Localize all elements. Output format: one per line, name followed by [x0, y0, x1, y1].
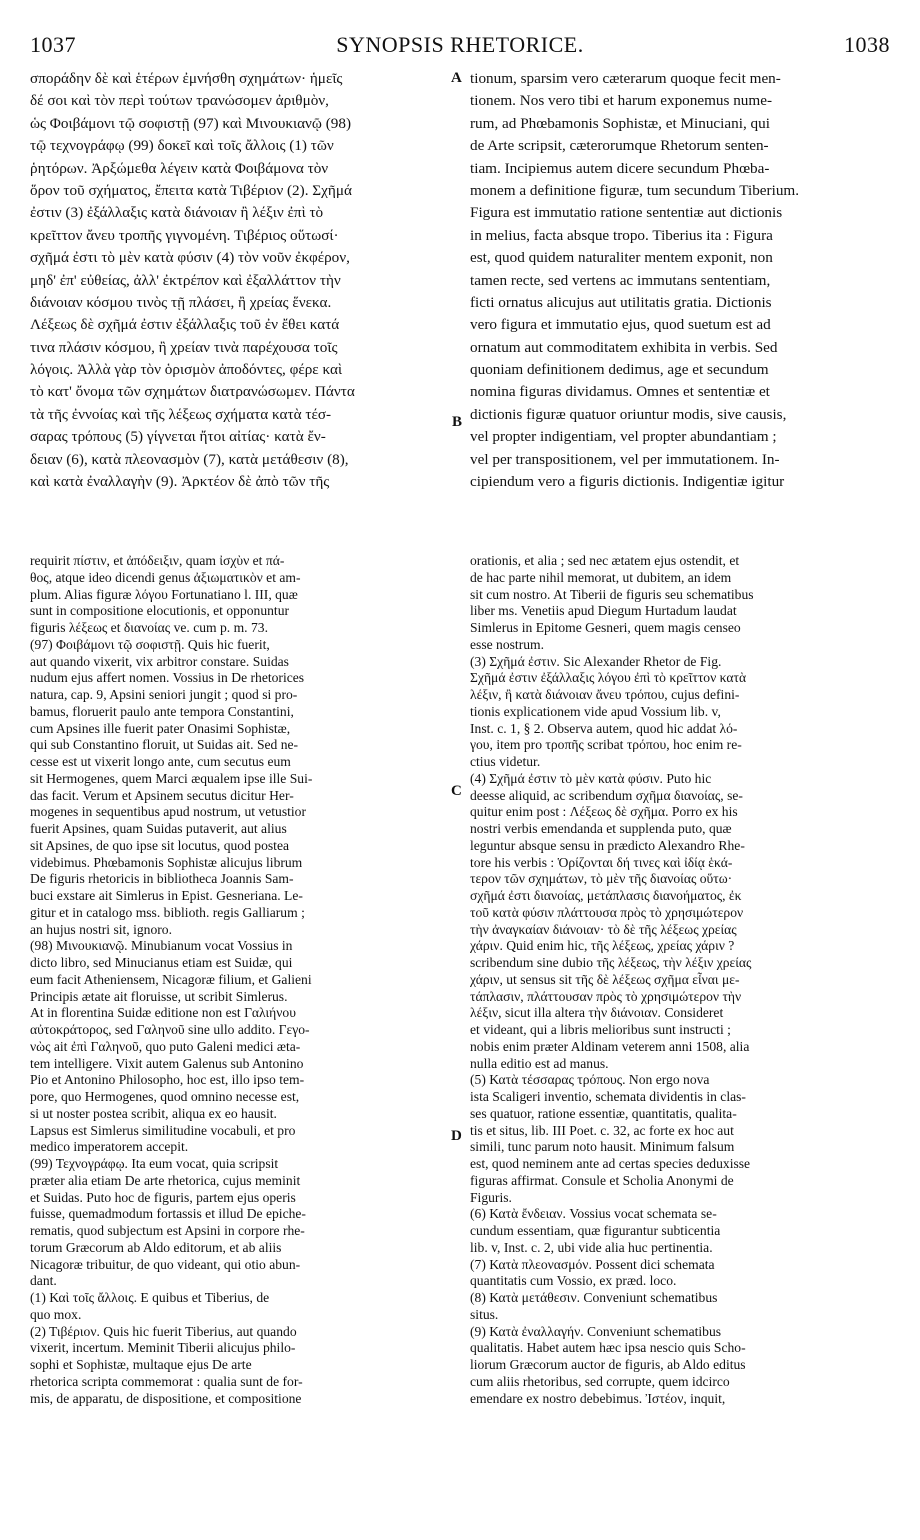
page-header [30, 32, 890, 58]
text-line: (2) Τιβέριον. Quis hic fuerit Tiberius, aut quando [30, 1323, 297, 1339]
text-line: mis, de apparatu, de dispositione, et compositione [30, 1390, 302, 1406]
text-line: μηδ' ἐπ' εὐθείας, ἀλλ' ἐκτρέπον καὶ ἐξαλλάττον τὴν [30, 271, 341, 289]
text-line: tis et situs, lib. III Poet. c. 32, ac forte ex hoc aut [470, 1122, 734, 1138]
latin-main-text [470, 68, 890, 493]
text-line: τάπλασιν, πλάττουσαν πρὸς τὸ χρησιμώτερον τὴν [470, 988, 742, 1004]
text-line: tem intelligere. Vixit autem Galenus sub Antonino [30, 1055, 304, 1071]
text-line: (7) Κατὰ πλεονασμόν. Possent dici schemata [470, 1256, 715, 1272]
text-line: plum. Alias figuræ λόγου Fortunatiano l. III, quæ [30, 586, 298, 602]
text-line: ὡς Φοιβάμονι τῷ σοφιστῇ (97) καὶ Μινουκιανῷ (98) [30, 114, 352, 132]
text-line: nulla editio est ad manus. [470, 1055, 609, 1071]
text-line: Σχῆμά ἐστιν ἐξάλλαξις λόγου ἐπὶ τὸ κρεῖττον κατὰ [470, 670, 747, 686]
text-line: fuisse, quemadmodum fortassis et illud De epiche- [30, 1206, 306, 1222]
text-line: Principis ætate ait floruisse, ut scribit Simlerus. [30, 988, 288, 1004]
running-title: SYNOPSIS RHETORICE. [336, 32, 584, 57]
text-line: simili, tunc parum noto hausit. Minimum falsum [470, 1139, 735, 1155]
text-line: nostri verbis emendanda et supplenda puto, quæ [470, 821, 732, 836]
text-line: cum Apsines ille fuerit pater Onasimi Sophistæ, [30, 720, 291, 736]
text-line: si ut noster postea scribit, aliqua ex eo hausit. [30, 1105, 277, 1121]
text-line: Inst. c. 1, § 2. Observa autem, quod hic addat λό- [470, 720, 738, 736]
text-line: cum aliis rhetoribus, sed corrupte, quem idcirco [470, 1373, 730, 1389]
text-line: (8) Κατὰ μετάθεσιν. Conveniunt schematibus [470, 1290, 718, 1305]
text-line: De figuris rhetoricis in bibliotheca Joannis Sam- [30, 871, 294, 887]
text-line: quantitatis cum Vossio, ex præd. loco. [470, 1273, 677, 1289]
text-line: δέ σοι καὶ τὸν περὶ τούτων τρανώσομεν ἀριθμὸν, [30, 92, 329, 110]
text-line: χάριν, ut sensus sit τῆς δὲ λέξεως σχῆμα εἶναι με- [470, 971, 740, 987]
text-line: τερον τῶν σχημάτων, τὸ μὲν τῆς διανοίας οὕτω· [470, 871, 733, 887]
text-line: (4) Σχῆμά ἐστιν τὸ μὲν κατὰ φύσιν. Puto hic [470, 770, 712, 786]
text-line: est, quod neminem ante ad certas species deduxisse [470, 1156, 751, 1171]
text-line: aut quando vixerit, vix arbitror constare. Suidas [30, 653, 289, 669]
text-line: pore, quo Hermogenes, quod omnino necesse est, [30, 1089, 300, 1104]
text-line: καὶ κατὰ ἐναλλαγὴν (9). Ἀρκτέον δὲ ἀπὸ τῶν τῆς [30, 473, 330, 491]
text-line: emendare ex nostro debebimus. Ἰστέον, inquit, [470, 1390, 726, 1406]
text-line: δειαν (6), κατὰ πλεονασμὸν (7), κατὰ μετάθεσιν (8), [30, 450, 349, 468]
text-line: sit Hermogenes, quem Marci æqualem ipse ille Sui- [30, 770, 313, 786]
margin-letter-a: A [451, 70, 462, 86]
page-number-left: 1037 [30, 32, 76, 57]
text-line: vel per transpositionem, vel per immutationem. In- [470, 450, 780, 468]
text-line: an hujus nostri sit, ignoro. [30, 921, 172, 937]
text-line: esse nostrum. [470, 636, 545, 652]
footnotes-right-column [470, 553, 890, 1407]
text-line: (98) Μινουκιανῷ. Minubianum vocat Vossius in [30, 938, 293, 954]
text-line: scribendum sine dubio τῆς λέξεως, τὴν λέξιν χρείας [470, 955, 752, 970]
greek-main-text [30, 68, 448, 493]
text-line: ῥητόρων. Ἀρξώμεθα λέγειν κατὰ Φοιβάμονα τὸν [30, 159, 329, 177]
text-line: sit Apsines, de quo ipse sit locutus, quod postea [30, 837, 290, 853]
text-line: ctius videtur. [470, 754, 541, 769]
text-line: τῷ τεχνογράφῳ (99) δοκεῖ καὶ τοῖς ἄλλοις (1) τῶν [30, 137, 334, 155]
text-line: dictionis figuræ quatuor oriuntur modis, sive causis, [470, 405, 787, 423]
text-line: lib. v, Inst. c. 2, ubi vide alia huc pertinentia. [470, 1239, 713, 1255]
text-line: τὸ κατ' ὄνομα τῶν σχημάτων διατρανώσωμεν. Πάντα [30, 383, 355, 401]
text-line: γου, item pro τροπῆς scribat τρόπου, hoc enim re- [470, 737, 742, 753]
text-line: Pio et Antonino Philosopho, hoc est, illo ipso tem- [30, 1072, 305, 1088]
text-line: bamus, floruerit paulo ante tempora Constantini, [30, 703, 294, 719]
text-line: τοῦ κατὰ φύσιν πλάττουσα πρὸς τὸ χρησιμώτερον [470, 904, 744, 920]
text-line: de Arte scripsit, cæterorumque Rhetorum senten- [470, 137, 769, 155]
text-line: λόγοις. Ἀλλὰ γὰρ τὸν ὁρισμὸν ἀποδόντες, φέρε καὶ [30, 361, 343, 379]
text-line: αὐτοκράτορος, sed Γαληνοῦ sine ullo addito. Γεγο- [30, 1022, 310, 1037]
text-line: nomina figuras dividamus. Omnes et sententiæ et [470, 383, 770, 401]
text-line: das facit. Verum et Apsinem secutus dicitur Her- [30, 787, 294, 803]
text-line: deesse aliquid, ac scribendum σχῆμα διανοίας, se- [470, 787, 743, 803]
text-line: quitur enim post : Λέξεως δὲ σχῆμα. Porro ex his [470, 804, 738, 820]
text-line: figuras affirmat. Consule et Scholia Anonymi de [470, 1172, 734, 1188]
text-line: præter alia etiam De arte rhetorica, cujus meminit [30, 1172, 301, 1188]
text-line: λέξιν, sicut illa altera τὴν διάνοιαν. Consideret [470, 1005, 724, 1021]
text-line: σαρας τρόπους (5) γίγνεται ἤτοι αἰτίας· κατὰ ἔν- [30, 428, 326, 446]
text-line: tore his verbis : Ὁρίζονται δή τινες καὶ ἰδίᾳ ἑκά- [470, 854, 733, 870]
text-line: τὰ τῆς ἐννοίας καὶ τῆς λέξεως σχήματα κατὰ τέσ- [30, 405, 332, 423]
text-line: in melius, facta absque tropo. Tiberius ita : Figura [470, 226, 773, 244]
margin-letter-b: B [452, 414, 463, 430]
text-line: quo mox. [30, 1306, 82, 1322]
text-line: ista Scaligeri inventio, schemata dividentis in clas- [470, 1089, 746, 1104]
text-line: orationis, et alia ; sed nec ætatem ejus ostendit, et [470, 553, 740, 568]
text-line: rhetorica scripta commemorat : qualia sunt de for- [30, 1373, 303, 1389]
text-line: ὅρον τοῦ σχήματος, ἔπειτα κατὰ Τιβέριον (2). Σχῆμά [30, 181, 352, 199]
text-line: σχῆμά ἐστι διανοίας, μετάπλασις διανοήματος, ἐκ [470, 888, 742, 903]
text-line: Λέξεως δὲ σχῆμά ἐστιν ἐξάλλαξις τοῦ ἐν ἔθει κατά [30, 316, 340, 334]
text-line: gitur et in catalogo mss. biblioth. regis Galliarum ; [30, 904, 305, 920]
text-line: διάνοιαν κόσμου τινὸς τῇ πλάσει, ἢ χρείας ἕνεκα. [30, 293, 332, 311]
text-line: requirit πίστιν, et ἀπόδειξιν, quam ἰσχὺν et πά- [30, 553, 285, 568]
text-line: (97) Φοιβάμονι τῷ σοφιστῇ. Quis hic fuerit, [30, 636, 270, 652]
text-line: ornatum aut commoditatem exhibita in verbis. Sed [470, 338, 778, 356]
text-line: ficti ornatus alicujus aut utilitatis gratia. Dictionis [470, 293, 772, 311]
margin-letter-c: C [451, 783, 462, 799]
text-line: sophi et Sophistæ, multaque ejus De arte [30, 1357, 252, 1372]
text-line: (1) Καὶ τοῖς ἄλλοις. E quibus et Tiberius, de [30, 1290, 270, 1305]
text-line: ses quatuor, ratione essentiæ, quantitatis, qualita- [470, 1105, 737, 1121]
text-line: sunt in compositione elocutionis, et opponuntur [30, 603, 290, 619]
text-line: quoniam definitionem dedimus, age et secundum [470, 361, 769, 379]
text-line: situs. [470, 1306, 499, 1322]
text-line: cesse est ut vixerit longo ante, cum secutus eum [30, 754, 291, 769]
text-line: σχῆμά ἐστι τὸ μὲν κατὰ φύσιν (4) τὸν νοῦν ἐκφέρον, [30, 249, 350, 267]
text-line: monem a definitione figuræ, tum secundum Tiberium. [470, 181, 800, 199]
text-line: τὴν ἀναγκαίαν διάνοιαν· τὸ δὲ τῆς λέξεως χρείας [470, 921, 737, 937]
text-line: natura, cap. 9, Apsini seniori jungit ; quod si pro- [30, 687, 298, 702]
text-line: leguntur absque sensu in prædicto Alexandro Rhe- [470, 837, 745, 853]
text-line: dant. [30, 1273, 57, 1289]
margin-letter-d: D [451, 1128, 462, 1144]
text-line: (99) Τεχνογράφῳ. Ita eum vocat, quia scripsit [30, 1156, 279, 1171]
text-line: et videant, qui a libris melioribus sunt instructi ; [470, 1022, 731, 1037]
text-line: buci exstare ait Simlerus in Epist. Gesneriana. Le- [30, 888, 303, 903]
text-line: figuris λέξεως et διανοίας ve. cum p. m. 73. [30, 620, 268, 635]
text-line: medico imperatorem accepit. [30, 1139, 189, 1155]
text-line: qui sub Constantino floruit, ut Suidas ait. Sed ne- [30, 737, 299, 753]
text-line: liorum Græcorum auctor de figuris, ab Aldo editus [470, 1357, 746, 1372]
text-line: Simlerus in Epitome Gesneri, quem magis censeo [470, 620, 741, 635]
text-line: tionis explicationem vide apud Vossium lib. v, [470, 703, 721, 719]
text-line: κρεῖττον ἄνευ τροπῆς γιγνομένη. Τιβέριος οὕτωσί· [30, 226, 339, 244]
footnotes-left-column [30, 553, 448, 1407]
text-line: vel propter indigentiam, vel propter abundantiam ; [470, 428, 777, 446]
text-line: et Suidas. Puto hoc de figuris, partem ejus operis [30, 1189, 296, 1205]
text-line: (9) Κατὰ ἐναλλαγήν. Conveniunt schematibus [470, 1323, 722, 1339]
text-line: cundum essentiam, quæ figurantur subticentia [470, 1223, 721, 1238]
text-line: sit cum nostro. At Tiberii de figuris seu schematibus [470, 586, 754, 602]
text-line: (6) Κατὰ ἔνδειαν. Vossius vocat schemata se- [470, 1206, 717, 1222]
text-line: Figura est immutatio ratione sententiæ aut dictionis [470, 204, 783, 222]
text-line: At in florentina Suidæ editione non est Γαλιήνου [30, 1005, 296, 1021]
text-line: Lapsus est Simlerus similitudine vocabuli, et pro [30, 1122, 296, 1138]
text-line: Figuris. [470, 1189, 512, 1205]
text-line: λέξιν, ἢ κατὰ διάνοιαν ἄνευ τρόπου, cujus defini- [470, 687, 740, 702]
text-line: nobis enim præter Aldinam veterem anni 1508, alia [470, 1038, 750, 1054]
text-line: τινα πλάσιν κόσμου, ἢ χρείαν τινὰ παρέχουσα τοῖς [30, 338, 338, 356]
text-line: liber ms. Venetiis apud Diegum Hurtadum laudat [470, 603, 737, 619]
text-line: de hac parte nihil memorat, ut dubitem, an idem [470, 569, 732, 585]
text-line: ἐστιν (3) ἐξάλλαξις κατὰ διάνοιαν ἢ λέξιν ἐπὶ τὸ [30, 204, 324, 222]
text-line: tamen recte, sed vertens ac immutans sententiam, [470, 271, 771, 289]
text-line: cipiendum vero a figuris dictionis. Indigentiæ igitur [470, 473, 785, 491]
text-line: Nicagoræ tribuitur, de quo videant, qui otio abun- [30, 1256, 301, 1272]
text-line: nudum ejus affert nomen. Vossius in De rhetorices [30, 670, 305, 686]
text-line: fuerit Apsines, quam Suidas putaverit, aut alius [30, 821, 287, 836]
text-line: νὼς ait ἐπὶ Γαληνοῦ, quo puto Galeni medici æta- [30, 1038, 301, 1054]
page-number-right: 1038 [844, 32, 890, 57]
text-line: rum, ad Phœbamonis Sophistæ, et Minuciani, qui [470, 114, 770, 132]
text-line: est, quod quidem naturaliter mentem exponit, non [470, 249, 773, 267]
text-line: (5) Κατὰ τέσσαρας τρόπους. Non ergo nova [470, 1072, 710, 1088]
text-line: rematis, quod subjectum est Apsini in corpore rhe- [30, 1223, 305, 1238]
text-line: qualitatis. Habet autem hæc ipsa nescio quis Scho- [470, 1340, 746, 1356]
text-line: tiam. Incipiemus autem dicere secundum Phœba- [470, 159, 770, 177]
text-line: vixerit, incertum. Meminit Tiberii alicujus philo- [30, 1340, 296, 1356]
text-line: vero figura et immutatio ejus, quod suetum est ad [470, 316, 771, 334]
text-line: σποράδην δὲ καὶ ἑτέρων ἐμνήσθη σχημάτων· ἡμεῖς [30, 70, 343, 87]
text-line: (3) Σχῆμά ἐστιν. Sic Alexander Rhetor de Fig. [470, 653, 722, 669]
text-line: tionum, sparsim vero cæterarum quoque fecit men- [470, 70, 781, 87]
text-line: tionem. Nos vero tibi et harum exponemus nume- [470, 92, 772, 110]
text-line: mogenes in sequentibus apud nostrum, ut vetustior [30, 804, 306, 820]
text-line: χάριν. Quid enim hic, τῆς λέξεως, χρείας χάριν ? [470, 938, 735, 954]
text-line: videbimus. Phœbamonis Sophistæ alicujus librum [30, 854, 303, 870]
text-line: dicto libro, sed Minucianus etiam est Suidæ, qui [30, 955, 293, 970]
text-line: eum facit Atheniensem, Nicagoræ filium, et Galieni [30, 971, 312, 987]
text-line: torum Græcorum ab Aldo editorum, et ab aliis [30, 1239, 282, 1255]
text-line: θος, atque ideo dicendi genus ἀξιωματικὸν et am- [30, 569, 301, 585]
